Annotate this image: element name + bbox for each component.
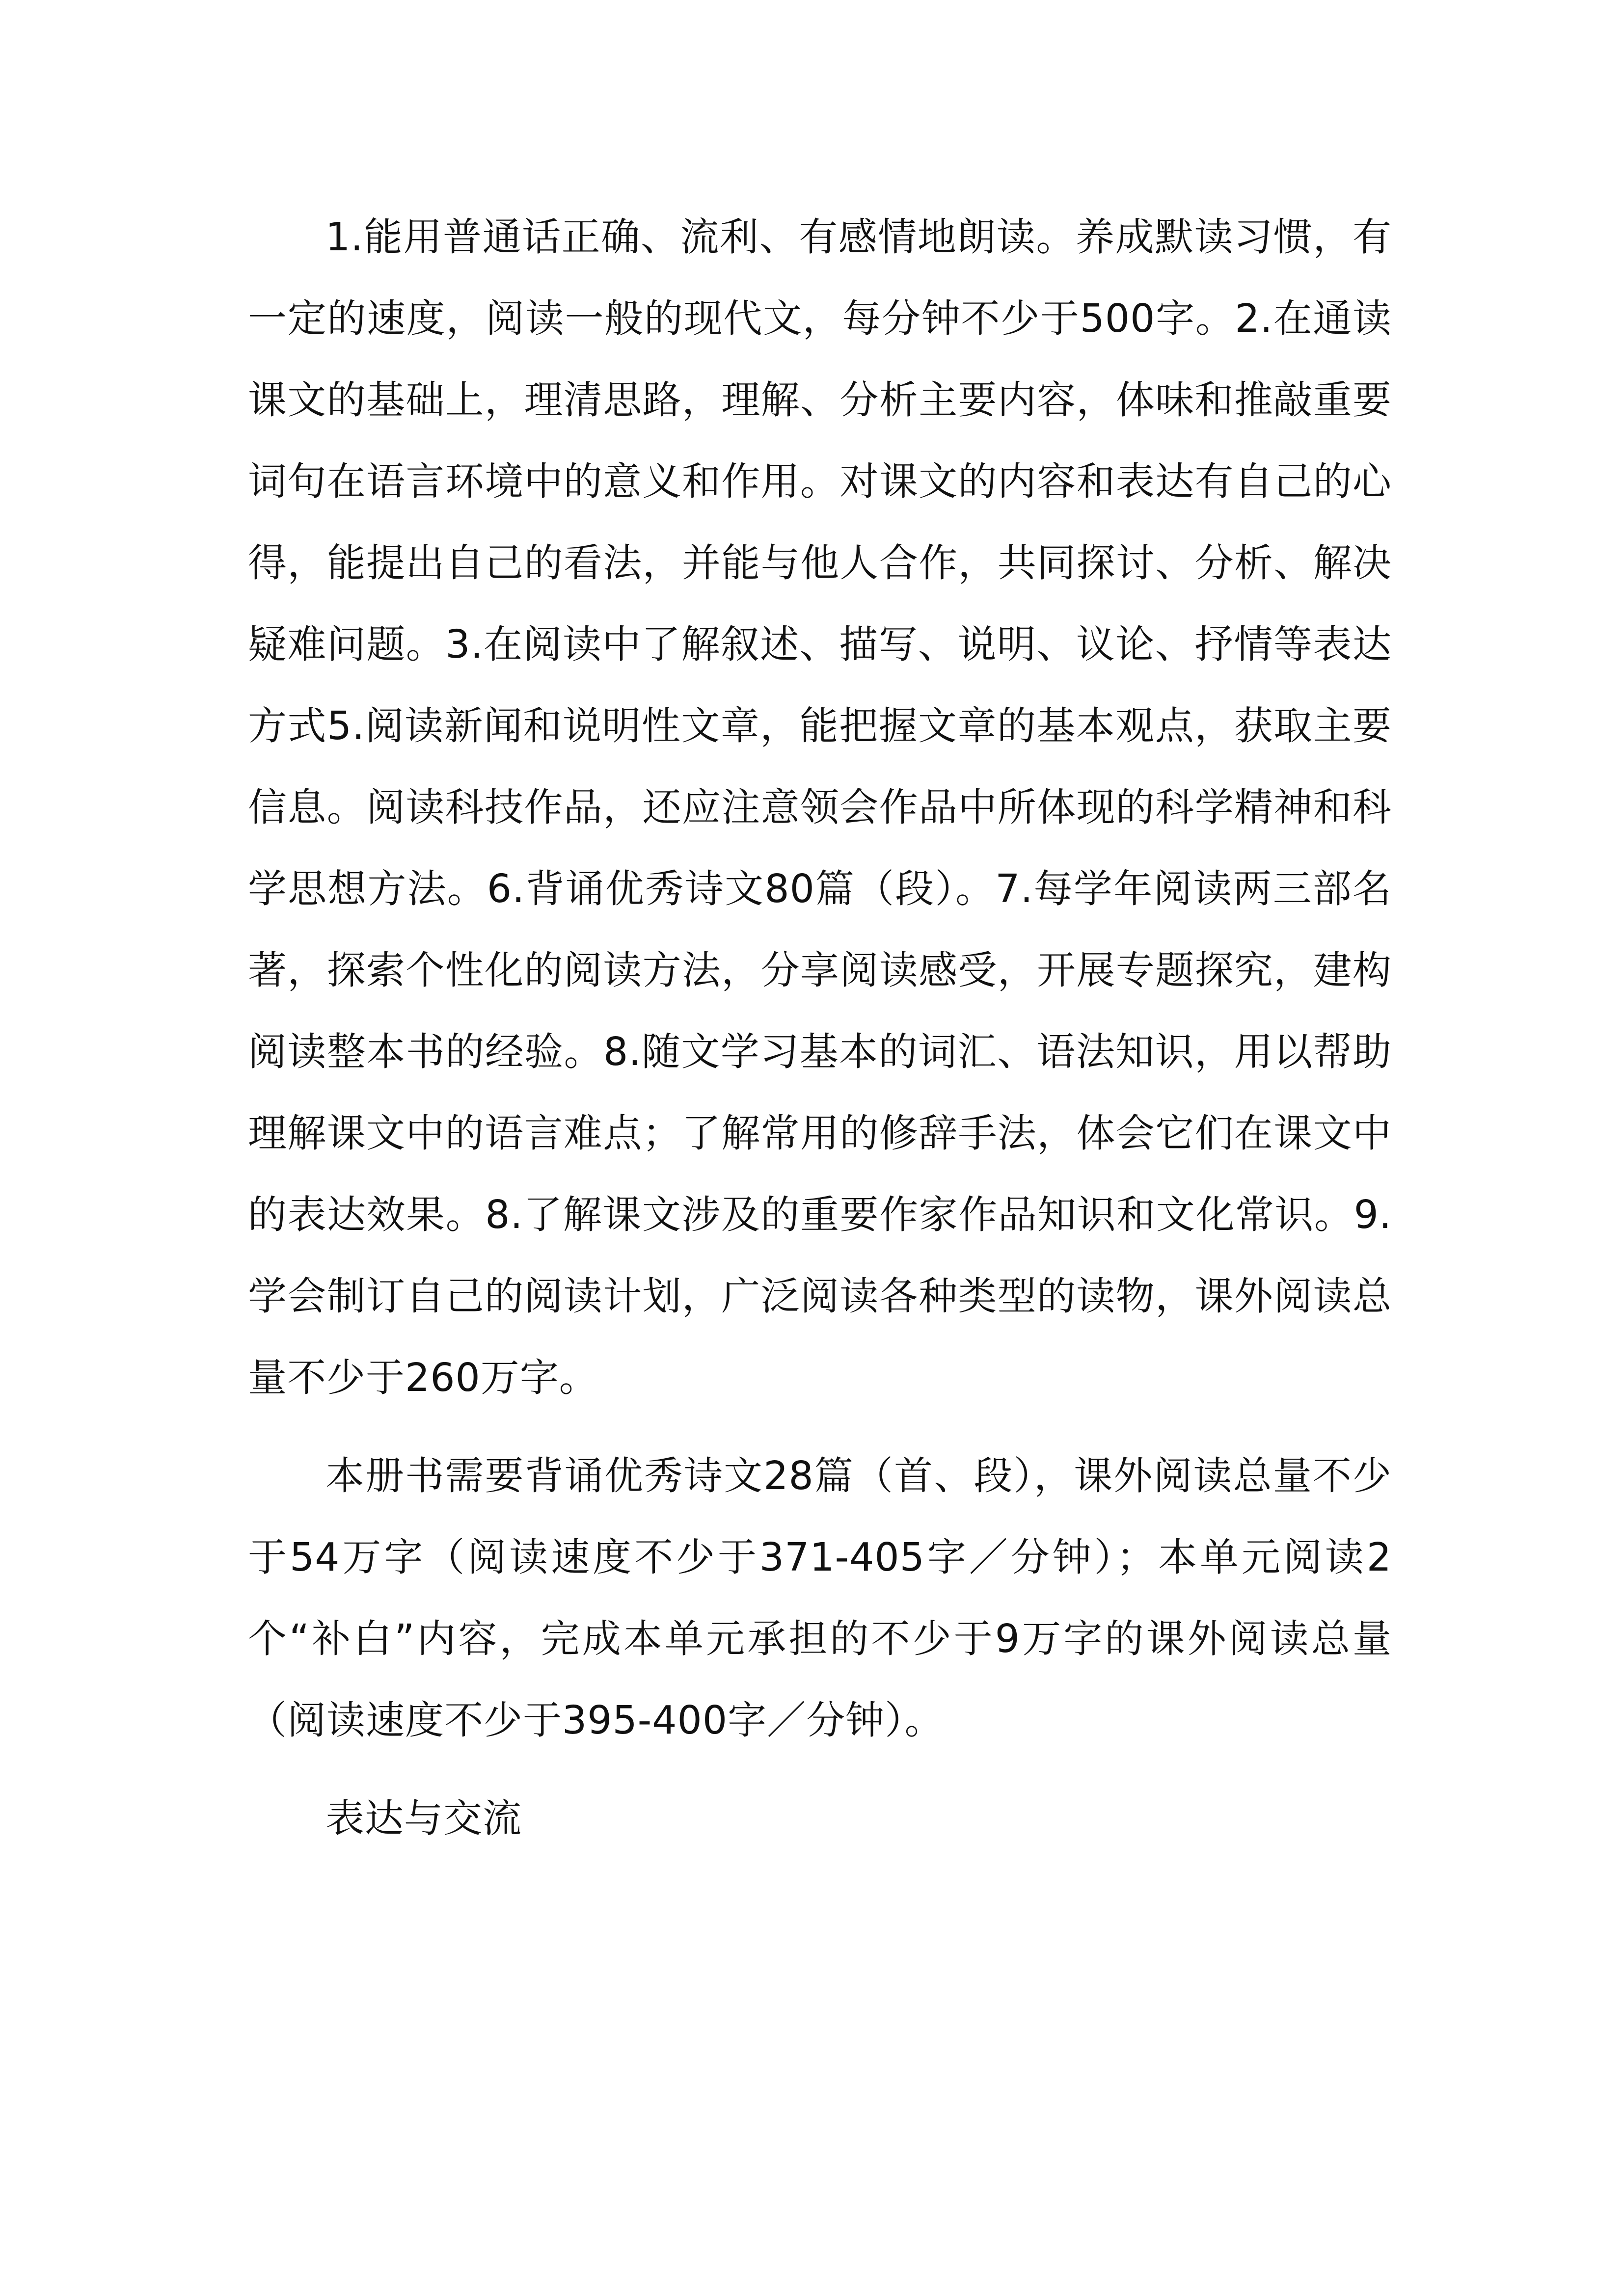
- document-body: [248, 196, 1392, 1859]
- paragraph-volume-requirements: 本册书需要背诵优秀诗文28篇（首、段），课外阅读总量不少于54万字（阅读速度不少于371-405字／分钟）；本单元阅读2个“补白”内容，完成本单元承担的不少于9万字的课外阅读总量（阅读速度不少于395-400字／分钟）。: [248, 1453, 1392, 1743]
- section-heading-expression: 表达与交流: [325, 1796, 522, 1841]
- paragraph-reading-requirements: 1.能用普通话正确、流利、有感情地朗读。养成默读习惯，有一定的速度，阅读一般的现代文，每分钟不少于500字。2.在通读课文的基础上，理清思路，理解、分析主要内容，体味和推敲重要词句在语言环境中的意义和作用。对课文的内容和表达有自己的心得，能提出自己的看法，并能与他人合作，共同探讨、分析、解决疑难问题。3.在阅读中了解叙述、描写、说明、议论、抒情等表达方式5.阅读新闻和说明性文章，能把握文章的基本观点，获取主要信息。阅读科技作品，还应注意领会作品中所体现的科学精神和科学思想方法。6.背诵优秀诗文80篇（段）。7.每学年阅读两三部名著，探索个性化的阅读方法，分享阅读感受，开展专题探究，建构阅读整本书的经验。8.随文学习基本的词汇、语法知识，用以帮助理解课文中的语言难点；了解常用的修辞手法，体会它们在课文中的表达效果。8.了解课文涉及的重要作家作品知识和文化常识。9.学会制订自己的阅读计划，广泛阅读各种类型的读物，课外阅读总量不少于260万字。: [248, 214, 1392, 1400]
